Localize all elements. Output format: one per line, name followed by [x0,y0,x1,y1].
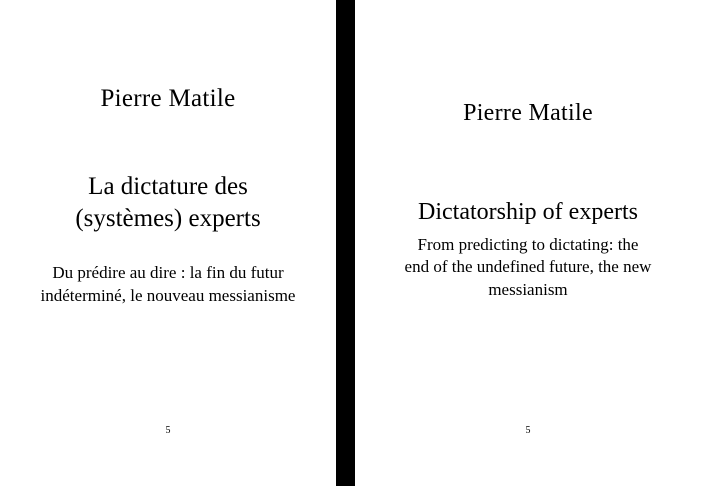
page-number-left: 5 [165,425,171,436]
author-name-right: Pierre Matile [463,100,593,126]
document-subtitle-right [355,234,701,302]
subtitle-line-1: Du prédire au dire : la fin du futur [52,263,284,282]
document-title-right [355,197,701,228]
page-gutter-divider [336,0,355,486]
subtitle-line-2: end of the undefined future, the new [404,257,652,277]
author-name-left: Pierre Matile [100,85,236,112]
document-title-left [0,171,336,235]
subtitle-line-2: indéterminé, le nouveau messianisme [40,285,296,305]
subtitle-line-3: messianism [488,280,568,300]
subtitle-line-1: From predicting to dictating: the [417,234,639,254]
title-line-1: Dictatorship of experts [418,199,638,225]
page-number-right: 5 [525,425,531,436]
page-left [0,0,336,486]
title-line-1: La dictature des [88,173,248,200]
title-line-2: (systèmes) experts [75,205,261,232]
page-right [355,0,701,486]
document-subtitle-left [0,262,336,308]
